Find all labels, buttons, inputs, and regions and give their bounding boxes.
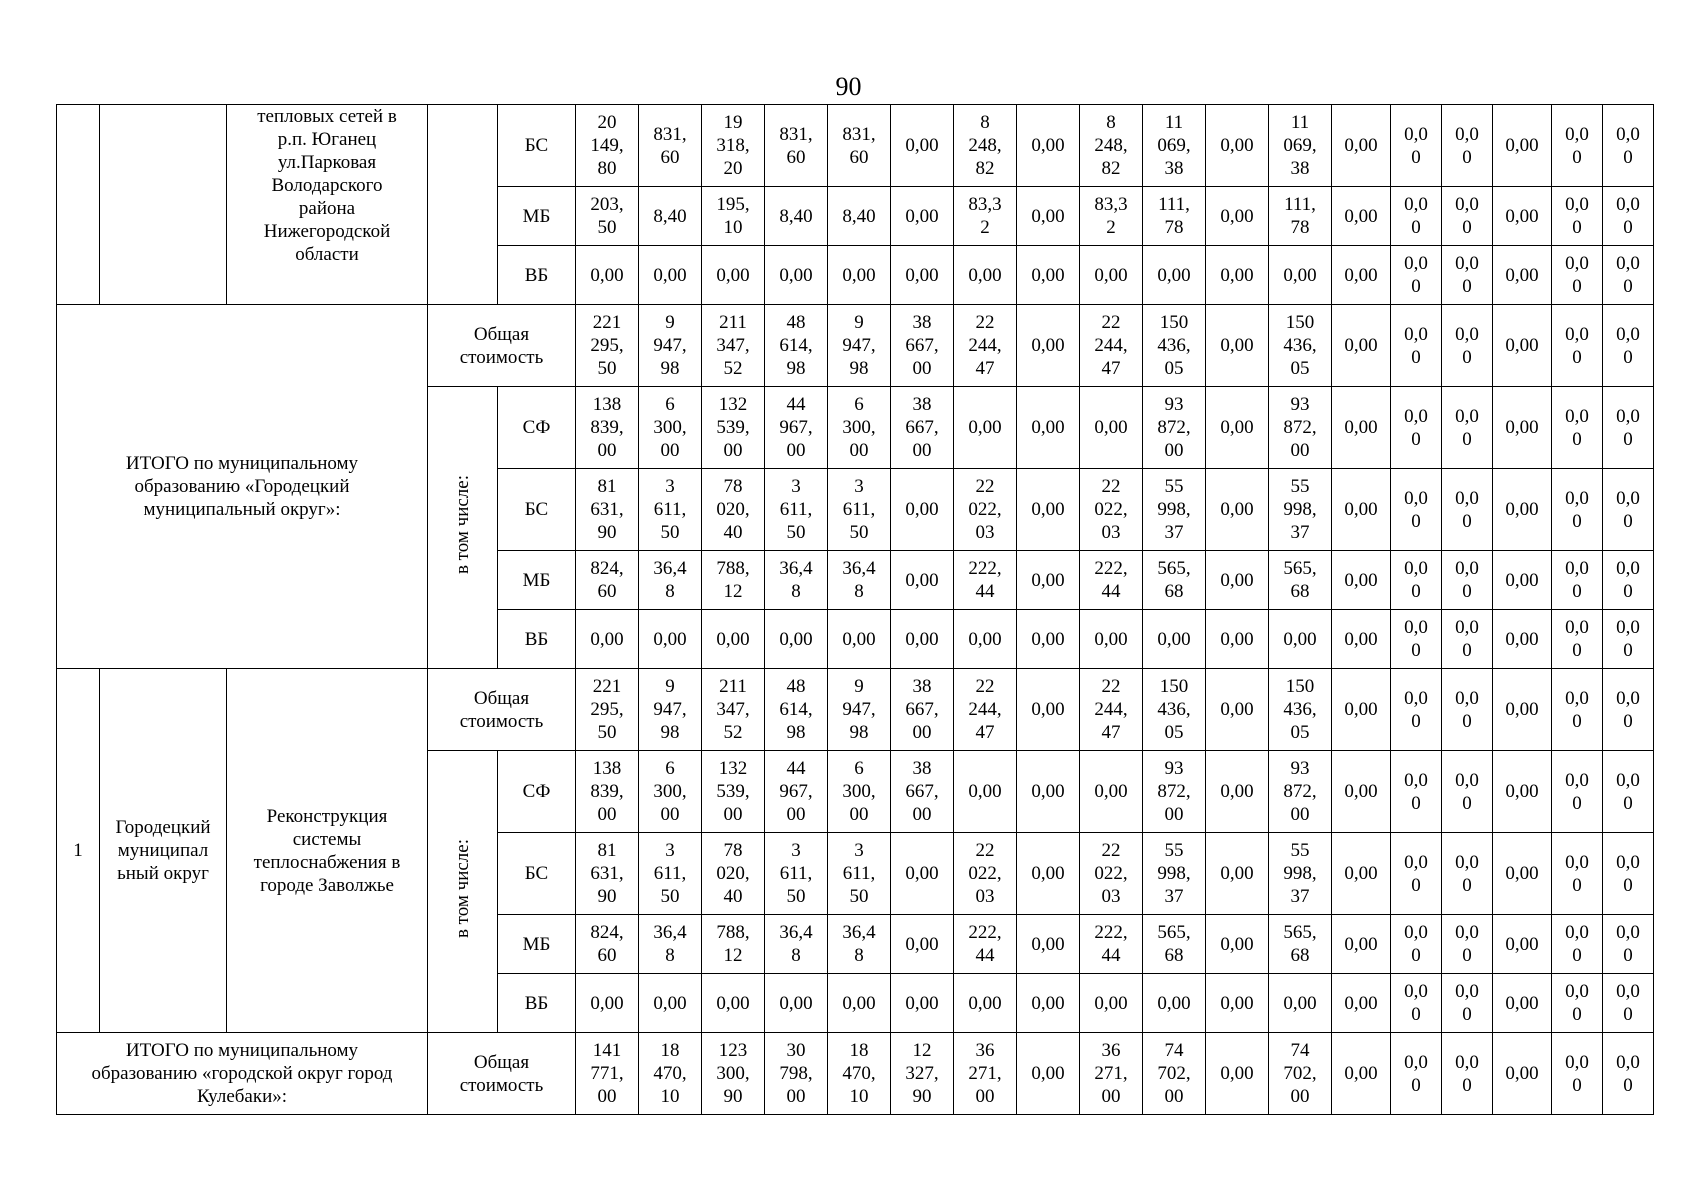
- value-cell: 0,00: [765, 974, 828, 1033]
- value-cell: 0,00: [1332, 833, 1391, 915]
- value-cell: 55 998, 37: [1143, 833, 1206, 915]
- including-label: в том числе:: [451, 474, 473, 575]
- value-cell: 0,0 0: [1603, 610, 1654, 669]
- value-cell: 788, 12: [702, 915, 765, 974]
- value-cell: 0,00: [1493, 833, 1552, 915]
- value-cell: 0,00: [1206, 1033, 1269, 1115]
- value-cell: 0,00: [1332, 105, 1391, 187]
- value-cell: 0,00: [1269, 974, 1332, 1033]
- value-cell: 22 022, 03: [1080, 469, 1143, 551]
- value-cell: 0,00: [1143, 610, 1206, 669]
- value-cell: 0,0 0: [1391, 246, 1442, 305]
- value-cell: 3 611, 50: [639, 833, 702, 915]
- value-cell: 36,4 8: [639, 551, 702, 610]
- value-cell: 0,00: [1017, 469, 1080, 551]
- value-cell: 0,0 0: [1391, 915, 1442, 974]
- row-label: МБ: [498, 915, 576, 974]
- value-cell: 0,0 0: [1603, 105, 1654, 187]
- value-cell: 0,0 0: [1552, 610, 1603, 669]
- value-cell: 0,00: [891, 974, 954, 1033]
- row-label: ВБ: [498, 610, 576, 669]
- value-cell: 83,3 2: [954, 187, 1017, 246]
- value-cell: 36 271, 00: [954, 1033, 1017, 1115]
- value-cell: 22 244, 47: [954, 305, 1017, 387]
- value-cell: 0,00: [891, 551, 954, 610]
- value-cell: 0,00: [1493, 187, 1552, 246]
- value-cell: 0,00: [1206, 551, 1269, 610]
- value-cell: 0,00: [828, 610, 891, 669]
- value-cell: 36,4 8: [639, 915, 702, 974]
- value-cell: 0,00: [1080, 387, 1143, 469]
- value-cell: 0,0 0: [1391, 187, 1442, 246]
- value-cell: 0,0 0: [1442, 833, 1493, 915]
- value-cell: 0,0 0: [1552, 751, 1603, 833]
- value-cell: 0,0 0: [1391, 551, 1442, 610]
- value-cell: 0,00: [1332, 469, 1391, 551]
- value-cell: 0,0 0: [1391, 833, 1442, 915]
- value-cell: 0,00: [1017, 551, 1080, 610]
- value-cell: 0,00: [891, 610, 954, 669]
- value-cell: 0,00: [576, 610, 639, 669]
- value-cell: 0,0 0: [1552, 105, 1603, 187]
- value-cell: 0,00: [1017, 187, 1080, 246]
- value-cell: 0,00: [1017, 751, 1080, 833]
- value-cell: 0,00: [576, 974, 639, 1033]
- value-cell: 0,00: [1080, 751, 1143, 833]
- value-cell: 0,0 0: [1442, 974, 1493, 1033]
- value-cell: 150 436, 05: [1269, 305, 1332, 387]
- value-cell: 0,00: [1080, 610, 1143, 669]
- value-cell: 0,00: [1332, 1033, 1391, 1115]
- value-cell: 0,0 0: [1391, 1033, 1442, 1115]
- value-cell: 0,00: [1080, 974, 1143, 1033]
- value-cell: 0,00: [1206, 469, 1269, 551]
- value-cell: 222, 44: [1080, 915, 1143, 974]
- value-cell: 78 020, 40: [702, 833, 765, 915]
- value-cell: 0,00: [1332, 751, 1391, 833]
- value-cell: 0,0 0: [1442, 1033, 1493, 1115]
- value-cell: 0,00: [1017, 305, 1080, 387]
- value-cell: 0,00: [702, 246, 765, 305]
- value-cell: 0,0 0: [1442, 305, 1493, 387]
- value-cell: 0,00: [1206, 833, 1269, 915]
- value-cell: 0,00: [1493, 1033, 1552, 1115]
- value-cell: 0,00: [891, 105, 954, 187]
- value-cell: 8 248, 82: [954, 105, 1017, 187]
- value-cell: 565, 68: [1143, 551, 1206, 610]
- value-cell: 0,00: [828, 974, 891, 1033]
- index-cell: 1: [57, 669, 100, 1033]
- value-cell: 0,00: [576, 246, 639, 305]
- value-cell: 0,00: [1493, 246, 1552, 305]
- value-cell: 0,0 0: [1552, 246, 1603, 305]
- value-cell: 0,0 0: [1442, 187, 1493, 246]
- value-cell: 55 998, 37: [1143, 469, 1206, 551]
- value-cell: 18 470, 10: [639, 1033, 702, 1115]
- row-label: СФ: [498, 387, 576, 469]
- value-cell: 0,00: [1143, 246, 1206, 305]
- value-cell: 0,00: [1493, 751, 1552, 833]
- value-cell: 141 771, 00: [576, 1033, 639, 1115]
- value-cell: 0,00: [1143, 974, 1206, 1033]
- value-cell: 0,00: [639, 974, 702, 1033]
- value-cell: 36,4 8: [765, 915, 828, 974]
- row-label: МБ: [498, 187, 576, 246]
- value-cell: 22 022, 03: [1080, 833, 1143, 915]
- value-cell: 0,00: [1206, 610, 1269, 669]
- value-cell: 0,00: [1206, 669, 1269, 751]
- value-cell: 48 614, 98: [765, 669, 828, 751]
- including-label: в том числе:: [451, 838, 473, 939]
- value-cell: 788, 12: [702, 551, 765, 610]
- value-cell: 0,0 0: [1552, 833, 1603, 915]
- value-cell: 3 611, 50: [828, 469, 891, 551]
- value-cell: 0,00: [1493, 551, 1552, 610]
- value-cell: 78 020, 40: [702, 469, 765, 551]
- value-cell: 0,00: [1017, 974, 1080, 1033]
- value-cell: 0,00: [1080, 246, 1143, 305]
- value-cell: 9 947, 98: [828, 669, 891, 751]
- value-cell: 0,00: [1493, 974, 1552, 1033]
- value-cell: 0,0 0: [1442, 751, 1493, 833]
- value-cell: 0,0 0: [1442, 915, 1493, 974]
- value-cell: 0,0 0: [1552, 387, 1603, 469]
- value-cell: 0,00: [1206, 915, 1269, 974]
- value-cell: 221 295, 50: [576, 305, 639, 387]
- value-cell: 36 271, 00: [1080, 1033, 1143, 1115]
- value-cell: 0,0 0: [1552, 669, 1603, 751]
- value-cell: 48 614, 98: [765, 305, 828, 387]
- value-cell: 38 667, 00: [891, 387, 954, 469]
- value-cell: 0,00: [1332, 669, 1391, 751]
- value-cell: 0,0 0: [1603, 551, 1654, 610]
- value-cell: 36,4 8: [828, 551, 891, 610]
- value-cell: 3 611, 50: [639, 469, 702, 551]
- value-cell: 8 248, 82: [1080, 105, 1143, 187]
- value-cell: 123 300, 90: [702, 1033, 765, 1115]
- value-cell: 93 872, 00: [1269, 751, 1332, 833]
- value-cell: 0,00: [1493, 469, 1552, 551]
- value-cell: 0,0 0: [1603, 387, 1654, 469]
- value-cell: 150 436, 05: [1269, 669, 1332, 751]
- value-cell: 18 470, 10: [828, 1033, 891, 1115]
- value-cell: 0,00: [954, 751, 1017, 833]
- value-cell: 9 947, 98: [828, 305, 891, 387]
- value-cell: 74 702, 00: [1269, 1033, 1332, 1115]
- value-cell: 0,00: [954, 974, 1017, 1033]
- value-cell: 93 872, 00: [1143, 751, 1206, 833]
- object-name-cell: Реконструкция системы теплоснабжения в городе Заволжье: [227, 669, 428, 1033]
- value-cell: 8,40: [639, 187, 702, 246]
- value-cell: 0,0 0: [1442, 551, 1493, 610]
- value-cell: 9 947, 98: [639, 669, 702, 751]
- value-cell: 0,00: [1017, 669, 1080, 751]
- value-cell: 0,00: [1332, 974, 1391, 1033]
- value-cell: 55 998, 37: [1269, 469, 1332, 551]
- value-cell: 0,00: [1206, 305, 1269, 387]
- table-row: [57, 105, 1654, 187]
- value-cell: 0,0 0: [1442, 246, 1493, 305]
- value-cell: 0,00: [1206, 751, 1269, 833]
- table-row: [57, 669, 1654, 751]
- value-cell: 0,0 0: [1442, 610, 1493, 669]
- value-cell: 0,00: [1206, 246, 1269, 305]
- value-cell: 0,00: [1493, 105, 1552, 187]
- value-cell: 0,00: [765, 246, 828, 305]
- table-body: [57, 105, 1654, 1115]
- value-cell: 0,00: [1269, 610, 1332, 669]
- value-cell: 0,0 0: [1391, 751, 1442, 833]
- value-cell: 8,40: [828, 187, 891, 246]
- value-cell: 6 300, 00: [639, 387, 702, 469]
- value-cell: 83,3 2: [1080, 187, 1143, 246]
- value-cell: 195, 10: [702, 187, 765, 246]
- value-cell: 0,00: [1017, 1033, 1080, 1115]
- value-cell: 0,00: [891, 246, 954, 305]
- value-cell: 0,00: [1017, 105, 1080, 187]
- value-cell: 0,00: [1332, 551, 1391, 610]
- value-cell: 0,00: [1269, 246, 1332, 305]
- value-cell: 824, 60: [576, 551, 639, 610]
- value-cell: 138 839, 00: [576, 751, 639, 833]
- value-cell: 0,00: [891, 469, 954, 551]
- value-cell: 0,0 0: [1603, 669, 1654, 751]
- object-name-cell: тепловых сетей в р.п. Юганец ул.Парковая Володарского района Нижегородской области: [227, 105, 428, 305]
- value-cell: 0,0 0: [1603, 833, 1654, 915]
- value-cell: 20 149, 80: [576, 105, 639, 187]
- value-cell: 222, 44: [1080, 551, 1143, 610]
- value-cell: 6 300, 00: [828, 751, 891, 833]
- value-cell: 0,00: [1206, 105, 1269, 187]
- value-cell: 831, 60: [828, 105, 891, 187]
- value-cell: 0,00: [1332, 246, 1391, 305]
- value-cell: 38 667, 00: [891, 305, 954, 387]
- value-cell: 0,0 0: [1603, 246, 1654, 305]
- value-cell: 0,0 0: [1391, 610, 1442, 669]
- value-cell: 565, 68: [1269, 551, 1332, 610]
- value-cell: 0,00: [954, 610, 1017, 669]
- value-cell: 0,0 0: [1552, 551, 1603, 610]
- value-cell: 0,00: [1493, 387, 1552, 469]
- value-cell: 0,0 0: [1391, 669, 1442, 751]
- subtotal-title: ИТОГО по муниципальному образованию «Городецкий муниципальный округ»:: [57, 305, 428, 669]
- value-cell: 0,00: [1206, 187, 1269, 246]
- value-cell: 0,0 0: [1603, 751, 1654, 833]
- value-cell: 0,00: [1017, 610, 1080, 669]
- value-cell: 222, 44: [954, 915, 1017, 974]
- value-cell: 211 347, 52: [702, 669, 765, 751]
- value-cell: 22 022, 03: [954, 833, 1017, 915]
- total-cost-label: Общая стоимость: [428, 305, 576, 387]
- including-label-cell: [428, 387, 498, 669]
- value-cell: 0,0 0: [1552, 1033, 1603, 1115]
- value-cell: 6 300, 00: [828, 387, 891, 469]
- value-cell: 150 436, 05: [1143, 305, 1206, 387]
- value-cell: 0,0 0: [1391, 387, 1442, 469]
- value-cell: 0,00: [1493, 669, 1552, 751]
- value-cell: 831, 60: [765, 105, 828, 187]
- municipality-cell: Городецкий муниципал ьный округ: [100, 669, 227, 1033]
- value-cell: 0,0 0: [1603, 915, 1654, 974]
- value-cell: 0,00: [1332, 305, 1391, 387]
- value-cell: 0,00: [828, 246, 891, 305]
- row-label: БС: [498, 833, 576, 915]
- value-cell: 0,00: [765, 610, 828, 669]
- row-label: СФ: [498, 751, 576, 833]
- value-cell: 12 327, 90: [891, 1033, 954, 1115]
- value-cell: 0,00: [954, 387, 1017, 469]
- value-cell: 0,00: [891, 915, 954, 974]
- value-cell: 81 631, 90: [576, 833, 639, 915]
- value-cell: 55 998, 37: [1269, 833, 1332, 915]
- value-cell: 0,0 0: [1442, 669, 1493, 751]
- value-cell: 0,0 0: [1552, 187, 1603, 246]
- value-cell: 824, 60: [576, 915, 639, 974]
- value-cell: 0,00: [1332, 610, 1391, 669]
- value-cell: 203, 50: [576, 187, 639, 246]
- value-cell: 0,00: [1206, 974, 1269, 1033]
- value-cell: 0,00: [1017, 915, 1080, 974]
- value-cell: 0,00: [639, 246, 702, 305]
- value-cell: 831, 60: [639, 105, 702, 187]
- value-cell: 0,0 0: [1442, 469, 1493, 551]
- value-cell: 0,0 0: [1552, 305, 1603, 387]
- including-label-cell: [428, 751, 498, 1033]
- value-cell: 0,00: [891, 833, 954, 915]
- row-label: ВБ: [498, 246, 576, 305]
- value-cell: 74 702, 00: [1143, 1033, 1206, 1115]
- row-label: БС: [498, 105, 576, 187]
- value-cell: 0,0 0: [1552, 469, 1603, 551]
- value-cell: 0,00: [1017, 387, 1080, 469]
- value-cell: 0,00: [1206, 387, 1269, 469]
- value-cell: 36,4 8: [765, 551, 828, 610]
- value-cell: 44 967, 00: [765, 387, 828, 469]
- value-cell: 11 069, 38: [1143, 105, 1206, 187]
- value-cell: 0,00: [639, 610, 702, 669]
- total-cost-label: Общая стоимость: [428, 669, 576, 751]
- value-cell: 0,0 0: [1603, 469, 1654, 551]
- index-cell: [57, 105, 100, 305]
- value-cell: 0,00: [1017, 246, 1080, 305]
- value-cell: 0,0 0: [1603, 974, 1654, 1033]
- value-cell: 138 839, 00: [576, 387, 639, 469]
- value-cell: 81 631, 90: [576, 469, 639, 551]
- value-cell: 0,0 0: [1391, 469, 1442, 551]
- value-cell: 0,0 0: [1391, 105, 1442, 187]
- value-cell: 0,0 0: [1603, 187, 1654, 246]
- value-cell: 0,00: [891, 187, 954, 246]
- row-label: МБ: [498, 551, 576, 610]
- value-cell: 0,00: [1332, 915, 1391, 974]
- municipality-cell: [100, 105, 227, 305]
- blank-cell: [428, 105, 498, 305]
- value-cell: 150 436, 05: [1143, 669, 1206, 751]
- value-cell: 111, 78: [1269, 187, 1332, 246]
- value-cell: 0,00: [1493, 610, 1552, 669]
- table-row: [57, 305, 1654, 387]
- value-cell: 11 069, 38: [1269, 105, 1332, 187]
- value-cell: 0,0 0: [1391, 974, 1442, 1033]
- value-cell: 22 244, 47: [1080, 305, 1143, 387]
- value-cell: 222, 44: [954, 551, 1017, 610]
- row-label: БС: [498, 469, 576, 551]
- value-cell: 111, 78: [1143, 187, 1206, 246]
- value-cell: 132 539, 00: [702, 751, 765, 833]
- value-cell: 9 947, 98: [639, 305, 702, 387]
- value-cell: 3 611, 50: [765, 833, 828, 915]
- value-cell: 0,00: [702, 610, 765, 669]
- budget-table: [56, 104, 1654, 1115]
- value-cell: 0,00: [702, 974, 765, 1033]
- value-cell: 22 244, 47: [1080, 669, 1143, 751]
- value-cell: 93 872, 00: [1143, 387, 1206, 469]
- value-cell: 6 300, 00: [639, 751, 702, 833]
- value-cell: 22 022, 03: [954, 469, 1017, 551]
- row-label: ВБ: [498, 974, 576, 1033]
- page-number: 90: [835, 72, 862, 101]
- value-cell: 0,0 0: [1442, 105, 1493, 187]
- value-cell: 44 967, 00: [765, 751, 828, 833]
- value-cell: 0,00: [1493, 305, 1552, 387]
- total-cost-label: Общая стоимость: [428, 1033, 576, 1115]
- value-cell: 0,0 0: [1603, 1033, 1654, 1115]
- value-cell: 36,4 8: [828, 915, 891, 974]
- value-cell: 0,00: [1493, 915, 1552, 974]
- value-cell: 3 611, 50: [765, 469, 828, 551]
- value-cell: 93 872, 00: [1269, 387, 1332, 469]
- value-cell: 565, 68: [1143, 915, 1206, 974]
- value-cell: 30 798, 00: [765, 1033, 828, 1115]
- value-cell: 0,0 0: [1552, 915, 1603, 974]
- value-cell: 38 667, 00: [891, 751, 954, 833]
- value-cell: 0,00: [1332, 187, 1391, 246]
- value-cell: 211 347, 52: [702, 305, 765, 387]
- value-cell: 0,00: [1332, 387, 1391, 469]
- value-cell: 0,0 0: [1552, 974, 1603, 1033]
- value-cell: 38 667, 00: [891, 669, 954, 751]
- value-cell: 565, 68: [1269, 915, 1332, 974]
- value-cell: 0,00: [1017, 833, 1080, 915]
- value-cell: 221 295, 50: [576, 669, 639, 751]
- value-cell: 0,0 0: [1442, 387, 1493, 469]
- value-cell: 0,00: [954, 246, 1017, 305]
- value-cell: 19 318, 20: [702, 105, 765, 187]
- value-cell: 8,40: [765, 187, 828, 246]
- value-cell: 22 244, 47: [954, 669, 1017, 751]
- subtotal-title: ИТОГО по муниципальному образованию «городской округ город Кулебаки»:: [57, 1033, 428, 1115]
- value-cell: 132 539, 00: [702, 387, 765, 469]
- table-row: [57, 1033, 1654, 1115]
- value-cell: 3 611, 50: [828, 833, 891, 915]
- value-cell: 0,0 0: [1603, 305, 1654, 387]
- value-cell: 0,0 0: [1391, 305, 1442, 387]
